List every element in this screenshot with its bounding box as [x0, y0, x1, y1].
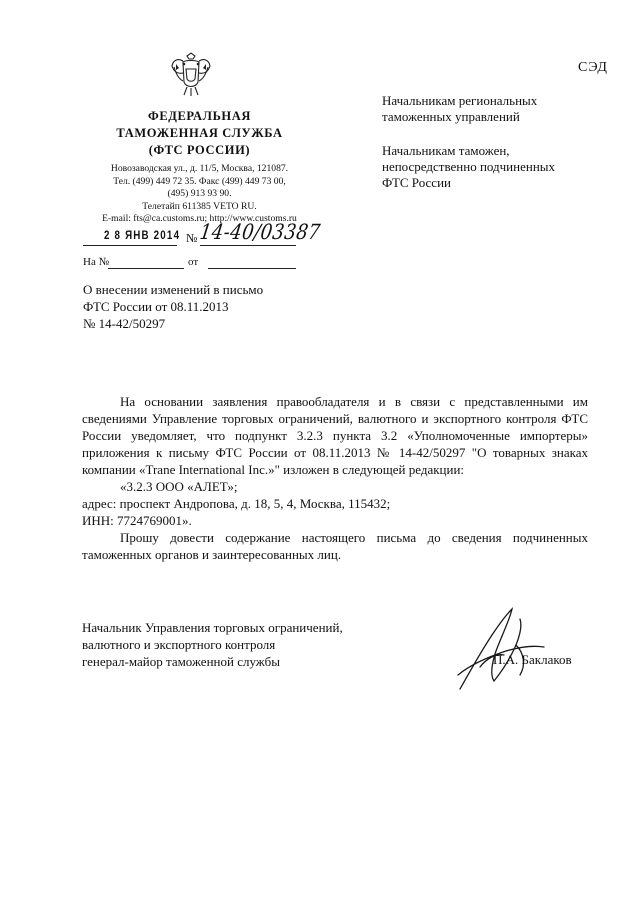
- addressee-line: таможенных управлений: [382, 109, 520, 124]
- contact-phone: Тел. (499) 449 72 35. Факс (499) 449 73 00,: [113, 175, 286, 187]
- signer-position-line: Начальник Управления торговых ограничений,: [82, 620, 343, 635]
- body-paragraph-2: Прошу довести содержание настоящего письма до сведения подчиненных таможенных органов и заинтересованных лиц.: [82, 530, 588, 562]
- subject-line: № 14-42/50297: [83, 316, 166, 331]
- subject-line: ФТС России от 08.11.2013: [83, 299, 229, 314]
- addressee-group-1: [382, 93, 537, 125]
- number-sign: №: [186, 231, 198, 245]
- registration-number: 14-40/03387: [198, 220, 323, 244]
- number-underline: [200, 245, 296, 246]
- addressee-line: Начальникам таможен,: [382, 143, 510, 158]
- subject-line: О внесении изменений в письмо: [83, 282, 264, 297]
- quoted-item-address: адрес: проспект Андропова, д. 18, 5, 4, Москва, 115432;: [82, 496, 391, 511]
- coat-of-arms-emblem: [170, 52, 212, 98]
- letter-body: [82, 393, 588, 563]
- quoted-item-inn: ИНН: 7724769001».: [82, 513, 192, 528]
- quoted-item-title: «3.2.3 ООО «АЛЕТ»;: [120, 479, 238, 494]
- reference-number-underline: [108, 268, 184, 269]
- reference-date-underline: [208, 268, 296, 269]
- reference-date-label: от: [188, 256, 199, 268]
- org-name-line1: ФЕДЕРАЛЬНАЯ: [147, 109, 252, 123]
- addressee-line: ФТС России: [382, 175, 451, 190]
- signer-position: [82, 619, 343, 670]
- signer-position-line: валютного и экспортного контроля: [82, 637, 276, 652]
- reference-number-label: На №: [83, 256, 110, 268]
- contact-email: E-mail: fts@ca.customs.ru; http://www.customs.ru: [102, 213, 297, 225]
- sed-mark: СЭД: [578, 60, 608, 75]
- addressee-line: непосредственно подчиненных: [382, 159, 556, 174]
- date-stamp: 2 8 ЯНВ 2014: [104, 230, 181, 242]
- org-name-line2: ТАМОЖЕННАЯ СЛУЖБА: [116, 126, 283, 140]
- contact-teletype: Телетайп 611385 VETO RU.: [142, 200, 257, 212]
- handwritten-signature: [440, 605, 570, 693]
- contact-block: [82, 163, 317, 226]
- addressee-line: Начальникам региональных: [382, 93, 538, 108]
- contact-phone-2: (495) 913 93 90.: [167, 188, 232, 200]
- org-abbreviation: (ФТС РОССИИ): [148, 143, 251, 157]
- addressee-group-2: [382, 143, 555, 191]
- date-underline: [83, 245, 177, 246]
- contact-address: Новозаводская ул., д. 11/5, Москва, 121087.: [110, 163, 289, 174]
- signer-position-line: генерал-майор таможенной службы: [82, 654, 280, 669]
- body-paragraph-1: На основании заявления правообладателя и в связи с представленными им сведениями Управление торговых ограничений, валютного и экспортного контроля ФТС России уведомляет, что подпункт 3.2.3 пункта 3.2 «Уполномоченные импортеры» приложения к письму ФТС России от 08.11.2013 № 14-42/50297 "О товарных знаках компании «Trane International Inc.»" изложен в следующей редакции:: [82, 394, 588, 477]
- signer-name: П.А. Баклаков: [493, 652, 572, 667]
- letter-subject: [83, 281, 263, 332]
